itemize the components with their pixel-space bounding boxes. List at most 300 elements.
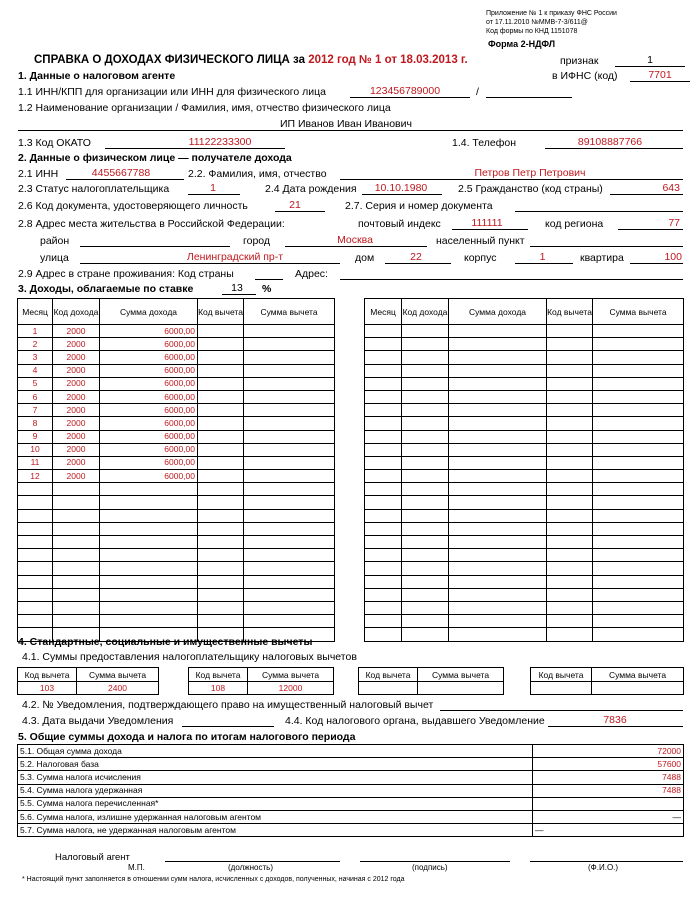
cell-month [365, 509, 402, 522]
cell-deduction-code [547, 601, 593, 614]
ded-code [359, 682, 418, 695]
s1-inn-line [350, 97, 470, 98]
cell-income-code [53, 483, 100, 496]
cell-deduction-sum [244, 351, 335, 364]
cell-income-code [53, 522, 100, 535]
header-note [486, 9, 617, 36]
table-row [365, 522, 684, 535]
cell-income-code [402, 470, 449, 483]
table-row [18, 601, 335, 614]
cell-income-code [402, 496, 449, 509]
s2-dob-line [362, 194, 442, 195]
cell-deduction-code [547, 377, 593, 390]
cell-deduction-sum [244, 404, 335, 417]
cell-income-code: 2000 [53, 470, 100, 483]
s2-korpus-label: корпус [464, 252, 497, 264]
ded-col-sum: Сумма вычета [418, 668, 504, 682]
cell-income-sum [100, 615, 198, 628]
cell-deduction-sum [244, 364, 335, 377]
cell-income-code [53, 575, 100, 588]
col-deduction-sum: Сумма вычета [593, 299, 684, 325]
s2-street-label: улица [40, 252, 69, 264]
cell-month [365, 615, 402, 628]
cell-month: 7 [18, 404, 53, 417]
s4-sub1: 4.1. Суммы предоставления налогоплательщику налоговых вычетов [22, 651, 357, 663]
cell-month [18, 522, 53, 535]
cell-deduction-code [198, 562, 244, 575]
footer-fio-line [530, 861, 683, 862]
cell-deduction-code [547, 536, 593, 549]
cell-month [18, 496, 53, 509]
cell-deduction-sum [593, 562, 684, 575]
table-row [18, 390, 335, 403]
cell-income-sum [449, 470, 547, 483]
table-row [365, 470, 684, 483]
title-value: 2012 год № 1 от 18.03.2013 г. [308, 54, 468, 66]
cell-deduction-sum [244, 601, 335, 614]
s2-heading: 2. Данные о физическом лице — получателе дохода [18, 152, 292, 164]
table-row [365, 404, 684, 417]
cell-income-sum [449, 456, 547, 469]
s2-fio-value: Петров Петр Петрович [474, 167, 586, 179]
table-row [18, 536, 335, 549]
cell-deduction-code [198, 456, 244, 469]
totals-value [533, 797, 684, 810]
cell-deduction-sum [244, 456, 335, 469]
col-month: Месяц [365, 299, 402, 325]
totals-label: 5.6. Сумма налога, излишне удержанная налоговым агентом [18, 810, 533, 823]
cell-income-sum [449, 364, 547, 377]
cell-deduction-code [198, 443, 244, 456]
priznak-value: 1 [647, 54, 653, 66]
totals-value: — [533, 810, 684, 823]
s1-phone-value: 89108887766 [577, 136, 643, 148]
table-row [18, 456, 335, 469]
cell-deduction-sum [593, 351, 684, 364]
s2-doc-value: 21 [289, 199, 301, 211]
cell-income-sum [449, 351, 547, 364]
cell-income-code: 2000 [53, 325, 100, 338]
cell-income-sum [100, 601, 198, 614]
cell-deduction-code [547, 351, 593, 364]
cell-month [365, 522, 402, 535]
cell-income-sum [449, 628, 547, 641]
table-row [365, 483, 684, 496]
cell-income-sum: 6000,00 [100, 417, 198, 430]
s1-name-value: ИП Иванов Иван Иванович [280, 118, 412, 130]
s2-district-line [80, 246, 230, 247]
s2-fio-line [340, 179, 683, 180]
table-row [18, 338, 335, 351]
totals-row [18, 797, 684, 810]
priznak-label: признак [560, 55, 599, 67]
col-income-sum: Сумма дохода [100, 299, 198, 325]
cell-income-code: 2000 [53, 390, 100, 403]
cell-income-sum [100, 575, 198, 588]
deduction-table-3 [358, 667, 504, 695]
table-row [365, 390, 684, 403]
totals-row [18, 810, 684, 823]
cell-deduction-code [198, 404, 244, 417]
table-row [365, 338, 684, 351]
s2-abroad-addr-line [340, 279, 683, 280]
cell-deduction-sum [244, 443, 335, 456]
cell-income-code [53, 615, 100, 628]
s2-abroad-line [255, 279, 283, 280]
s2-district-label: район [40, 235, 70, 247]
cell-deduction-code [198, 338, 244, 351]
cell-income-sum: 6000,00 [100, 430, 198, 443]
table-row [18, 588, 335, 601]
s4-notice-line [440, 710, 683, 711]
cell-deduction-code [547, 615, 593, 628]
cell-income-code [53, 536, 100, 549]
s2-abroad-addr-label: Адрес: [295, 268, 328, 280]
table-row [365, 588, 684, 601]
cell-deduction-code [198, 364, 244, 377]
cell-income-sum: 6000,00 [100, 338, 198, 351]
cell-deduction-sum [593, 325, 684, 338]
cell-month [365, 377, 402, 390]
ded-col-sum: Сумма вычета [248, 668, 334, 682]
cell-deduction-code [547, 562, 593, 575]
cell-deduction-sum [593, 615, 684, 628]
cell-deduction-sum [593, 575, 684, 588]
cell-income-sum [449, 417, 547, 430]
s2-flat-line [630, 263, 683, 264]
ifns-value: 7701 [648, 69, 672, 81]
s4-date-line [182, 726, 274, 727]
cell-income-code [402, 549, 449, 562]
ded-code [531, 682, 592, 695]
cell-month [365, 562, 402, 575]
s2-doc-line [275, 211, 325, 212]
table-row [18, 496, 335, 509]
footer-position: (должность) [228, 863, 273, 872]
table-row [18, 377, 335, 390]
cell-deduction-sum [244, 430, 335, 443]
cell-deduction-code [198, 588, 244, 601]
form-name: Форма 2-НДФЛ [488, 39, 556, 49]
cell-income-sum [449, 338, 547, 351]
ded-sum [592, 682, 684, 695]
s2-city-value: Москва [337, 234, 373, 246]
cell-deduction-sum [593, 483, 684, 496]
s2-street-line [80, 263, 340, 264]
cell-income-sum: 6000,00 [100, 443, 198, 456]
s2-flat-label: квартира [580, 252, 624, 264]
s2-addr-label: 2.8 Адрес места жительства в Российской Федерации: [18, 218, 285, 230]
income-table-left [17, 298, 335, 642]
cell-income-sum [449, 430, 547, 443]
cell-deduction-sum [593, 364, 684, 377]
cell-income-sum [449, 509, 547, 522]
cell-deduction-code [547, 338, 593, 351]
cell-income-code: 2000 [53, 351, 100, 364]
slash: / [476, 86, 479, 98]
cell-deduction-code [547, 496, 593, 509]
col-income-code: Код дохода [402, 299, 449, 325]
s2-inn-value: 4455667788 [91, 167, 151, 179]
cell-month: 2 [18, 338, 53, 351]
s2-cit-value: 643 [662, 182, 680, 194]
cell-income-sum [449, 496, 547, 509]
cell-month: 3 [18, 351, 53, 364]
cell-month: 10 [18, 443, 53, 456]
cell-income-code [402, 443, 449, 456]
s2-house-value: 22 [410, 251, 422, 263]
cell-deduction-sum [593, 456, 684, 469]
totals-value: 7488 [533, 771, 684, 784]
ded-col-code: Код вычета [359, 668, 418, 682]
cell-deduction-code [198, 430, 244, 443]
cell-deduction-sum [244, 615, 335, 628]
cell-month [365, 325, 402, 338]
s2-city-line [285, 246, 427, 247]
table-row [18, 470, 335, 483]
totals-value: 57600 [533, 758, 684, 771]
cell-income-sum [100, 562, 198, 575]
s2-fio-label: 2.2. Фамилия, имя, отчество [188, 168, 327, 180]
totals-label: 5.4. Сумма налога удержанная [18, 784, 533, 797]
cell-deduction-sum [244, 338, 335, 351]
cell-deduction-sum [593, 628, 684, 641]
s1-okato-value: 11122233300 [188, 136, 252, 148]
totals-row [18, 784, 684, 797]
s4-organ-value: 7836 [603, 714, 627, 726]
footer-mp: М.П. [128, 863, 145, 872]
totals-row [18, 824, 684, 837]
cell-month [365, 496, 402, 509]
cell-deduction-sum [593, 536, 684, 549]
cell-deduction-code [198, 325, 244, 338]
totals-label: 5.2. Налоговая база [18, 758, 533, 771]
cell-income-sum: 6000,00 [100, 351, 198, 364]
priznak-line [615, 66, 685, 67]
table-row [18, 325, 335, 338]
s1-phone-line [545, 148, 683, 149]
table-row [365, 628, 684, 641]
cell-deduction-code [547, 575, 593, 588]
cell-income-code [402, 575, 449, 588]
cell-deduction-sum [593, 443, 684, 456]
s2-series-line [515, 211, 683, 212]
s2-doc-label: 2.6 Код документа, удостоверяющего личность [18, 200, 248, 212]
totals-label: 5.7. Сумма налога, не удержанная налоговым агентом [18, 824, 533, 837]
s1-inn-label: 1.1 ИНН/КПП для организации или ИНН для физического лица [18, 86, 326, 98]
ded-col-code: Код вычета [18, 668, 77, 682]
cell-deduction-code [198, 483, 244, 496]
s1-okato-label: 1.3 Код ОКАТО [18, 137, 91, 149]
cell-income-code [53, 509, 100, 522]
cell-income-sum [449, 562, 547, 575]
ded-sum: 12000 [248, 682, 334, 695]
cell-income-sum [100, 549, 198, 562]
totals-value: 72000 [533, 745, 684, 758]
cell-income-code: 2000 [53, 364, 100, 377]
cell-deduction-code [547, 483, 593, 496]
cell-income-sum [449, 404, 547, 417]
s2-status-line [188, 194, 240, 195]
cell-deduction-code [198, 522, 244, 535]
s2-street-value: Ленинградский пр-т [186, 251, 284, 263]
s1-name-label: 1.2 Наименование организации / Фамилия, имя, отчество физического лица [18, 102, 391, 114]
table-row [18, 562, 335, 575]
cell-deduction-code [547, 364, 593, 377]
cell-month [365, 628, 402, 641]
cell-deduction-code [198, 470, 244, 483]
s2-locality-label: населенный пункт [436, 235, 525, 247]
cell-month [365, 417, 402, 430]
table-row [18, 430, 335, 443]
cell-income-sum [449, 549, 547, 562]
cell-deduction-sum [593, 509, 684, 522]
cell-deduction-code [198, 496, 244, 509]
income-table-right [364, 298, 684, 642]
s2-cit-line [610, 194, 683, 195]
cell-income-code [402, 615, 449, 628]
table-row [18, 364, 335, 377]
table-row [18, 483, 335, 496]
cell-income-sum [449, 443, 547, 456]
cell-month [365, 549, 402, 562]
totals-row [18, 758, 684, 771]
s2-series-label: 2.7. Серия и номер документа [345, 200, 493, 212]
table-row [365, 430, 684, 443]
cell-income-sum [100, 496, 198, 509]
cell-income-sum [100, 509, 198, 522]
cell-month [18, 536, 53, 549]
s2-inn-line [66, 179, 184, 180]
cell-income-code [402, 456, 449, 469]
cell-deduction-sum [244, 549, 335, 562]
table-row [365, 364, 684, 377]
cell-deduction-sum [244, 417, 335, 430]
table-row [18, 443, 335, 456]
table-row [365, 536, 684, 549]
s3-pct: % [262, 283, 272, 295]
s2-zip-value: 111111 [471, 217, 503, 229]
s2-inn-label: 2.1 ИНН [18, 168, 59, 180]
cell-deduction-sum [593, 430, 684, 443]
s2-flat-value: 100 [664, 251, 682, 263]
s2-korpus-value: 1 [539, 251, 546, 263]
cell-deduction-sum [593, 417, 684, 430]
col-deduction-code: Код вычета [547, 299, 593, 325]
cell-deduction-sum [593, 601, 684, 614]
cell-deduction-sum [244, 377, 335, 390]
cell-deduction-code [547, 390, 593, 403]
cell-income-sum [100, 588, 198, 601]
cell-month [365, 430, 402, 443]
page-title [34, 54, 468, 66]
s2-status-label: 2.3 Статус налогоплательщика [18, 183, 170, 195]
cell-income-code [402, 536, 449, 549]
cell-deduction-code [547, 549, 593, 562]
cell-income-sum: 6000,00 [100, 390, 198, 403]
s2-korpus-line [515, 263, 573, 264]
s2-house-line [385, 263, 451, 264]
cell-income-code: 2000 [53, 404, 100, 417]
ded-col-code: Код вычета [189, 668, 248, 682]
footer-signature-line [360, 861, 510, 862]
s4-notice-label: 4.2. № Уведомления, подтверждающего право на имущественный налоговый вычет [22, 699, 434, 711]
cell-income-sum [100, 483, 198, 496]
totals-value: 7488 [533, 784, 684, 797]
cell-month: 5 [18, 377, 53, 390]
s2-city-label: город [243, 235, 271, 247]
table-row [365, 615, 684, 628]
ifns-label: в ИФНС (код) [552, 70, 618, 82]
cell-income-sum [449, 390, 547, 403]
cell-deduction-code [198, 351, 244, 364]
cell-deduction-code [198, 549, 244, 562]
cell-income-code [402, 417, 449, 430]
table-row [365, 509, 684, 522]
s2-region-label: код региона [545, 218, 604, 230]
ded-code: 103 [18, 682, 77, 695]
cell-month [18, 562, 53, 575]
cell-income-code: 2000 [53, 377, 100, 390]
cell-income-sum: 6000,00 [100, 470, 198, 483]
table-row [365, 496, 684, 509]
s1-phone-label: 1.4. Телефон [452, 137, 516, 149]
cell-month [18, 575, 53, 588]
cell-income-code: 2000 [53, 443, 100, 456]
cell-income-code [402, 351, 449, 364]
deduction-table-4 [530, 667, 684, 695]
cell-income-sum [449, 536, 547, 549]
cell-income-code [53, 601, 100, 614]
cell-deduction-code [547, 404, 593, 417]
footer-agent-label: Налоговый агент [55, 852, 130, 863]
s5-heading: 5. Общие суммы дохода и налога по итогам налогового периода [18, 731, 356, 743]
cell-month [365, 364, 402, 377]
cell-income-sum [449, 483, 547, 496]
s3-heading: 3. Доходы, облагаемые по ставке [18, 283, 194, 295]
cell-income-code [402, 404, 449, 417]
table-row [18, 549, 335, 562]
header-note-line: Код формы по КНД 1151078 [486, 28, 578, 35]
cell-month: 4 [18, 364, 53, 377]
cell-income-sum [449, 325, 547, 338]
cell-month: 1 [18, 325, 53, 338]
cell-month [18, 549, 53, 562]
s2-zip-label: почтовый индекс [358, 218, 441, 230]
cell-income-code [53, 549, 100, 562]
footer-signature: (подпись) [412, 863, 448, 872]
table-row [18, 522, 335, 535]
cell-deduction-code [547, 443, 593, 456]
cell-month [365, 443, 402, 456]
table-row [18, 404, 335, 417]
cell-income-sum [449, 588, 547, 601]
cell-deduction-sum [593, 549, 684, 562]
table-row [365, 575, 684, 588]
cell-month: 9 [18, 430, 53, 443]
cell-income-code [402, 588, 449, 601]
cell-deduction-code [547, 417, 593, 430]
cell-deduction-sum [244, 390, 335, 403]
cell-deduction-sum [593, 377, 684, 390]
cell-income-code [402, 338, 449, 351]
s2-locality-line [530, 246, 683, 247]
cell-deduction-code [198, 615, 244, 628]
s3-rate-value: 13 [231, 282, 243, 294]
cell-deduction-sum [244, 483, 335, 496]
cell-income-code [402, 325, 449, 338]
cell-month [365, 404, 402, 417]
